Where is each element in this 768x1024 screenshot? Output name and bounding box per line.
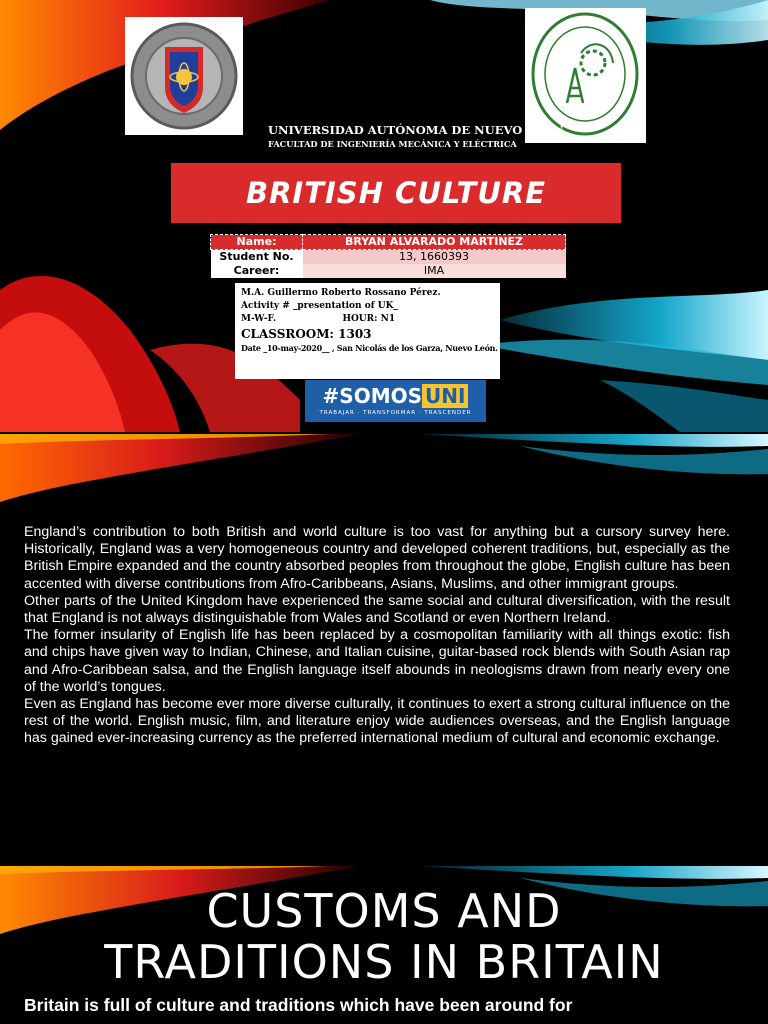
paragraph: The former insularity of English life has been replaced by a cosmopolitan familiarity with all things exotic: fish and chips have given way to Indian, Chinese, and Italian cuisine, guitar-based rock blends with South Asian rap and Afro-Caribbean salsa, and the English language itself abounds in neologisms drawn from nearly every one of the world’s tongues.: [24, 627, 730, 695]
university-seal-logo: [125, 17, 243, 135]
row-value: IMA: [303, 264, 566, 278]
course-info-card: [235, 283, 500, 379]
activity-line: Activity # _presentation of UK_: [241, 301, 398, 311]
date-line: Date _10-may-2020__ , San Nicolás de los Garza, Nuevo León.: [241, 343, 498, 353]
content-slide: [0, 434, 768, 864]
title-line: TRADITIONS IN BRITAIN: [104, 935, 664, 989]
row-label: Name:: [211, 235, 303, 250]
teacher-name: M.A. Guillermo Roberto Rossano Pérez.: [241, 288, 441, 298]
hour-text: HOUR: N1: [342, 314, 396, 324]
somos-uni-badge: [305, 380, 486, 422]
student-info-table: [210, 234, 566, 278]
row-value: 13, 1660393: [303, 250, 566, 265]
table-row: [211, 264, 566, 278]
table-row: [211, 235, 566, 250]
table-row: [211, 250, 566, 265]
paragraph: Even as England has become ever more diverse culturally, it continues to exert a strong cultural influence on the rest of the world. English music, film, and literature enjoy wide audiences overseas, and the English language has gained ever-increasing currency as the preferred international medium of cultural and economic exchange.: [24, 696, 730, 747]
row-label: Career:: [211, 264, 303, 278]
row-value: BRYAN ALVARADO MARTINEZ: [303, 235, 566, 250]
schedule-line: [241, 313, 494, 326]
intro-text: Britain is full of culture and traditions which have been around for: [24, 995, 573, 1015]
badge-hash-text: #SOMOS: [322, 384, 423, 408]
university-name: UNIVERSIDAD AUTÓNOMA DE NUEVO LEÓN: [268, 123, 564, 137]
body-text: [24, 524, 730, 748]
paragraph: Other parts of the United Kingdom have experienced the same social and cultural diversification, with the result that England is not always distinguishable from Wales and Scotland or even Northern Ireland.: [24, 592, 730, 627]
section-title: [0, 886, 768, 988]
customs-slide: [0, 866, 768, 1024]
badge-uni-text: UNI: [422, 384, 468, 408]
paragraph: England’s contribution to both British and world culture is too vast for anything but a cursory survey here. Historically, England was a very homogeneous country and developed coherent traditions, but, especially as the British Empire expanded and the country absorbed peoples from throughout the globe, English culture has been accented with diverse contributions from Afro-Caribbeans, Asians, Muslims, and other immigrant groups.: [24, 524, 730, 592]
days-text: M-W-F.: [241, 314, 277, 324]
row-label: Student No.: [211, 250, 303, 265]
classroom-line: CLASSROOM: 1303: [241, 327, 372, 341]
title-line: CUSTOMS AND: [206, 884, 562, 938]
faculty-name: FACULTAD DE INGENIERÍA MECÁNICA Y ELÉCTRICA: [268, 139, 517, 149]
slide-title: BRITISH CULTURE: [171, 163, 621, 223]
title-slide: [0, 0, 768, 432]
badge-tagline: TRABAJAR · TRANSFORMAR · TRASCENDER: [319, 410, 472, 416]
